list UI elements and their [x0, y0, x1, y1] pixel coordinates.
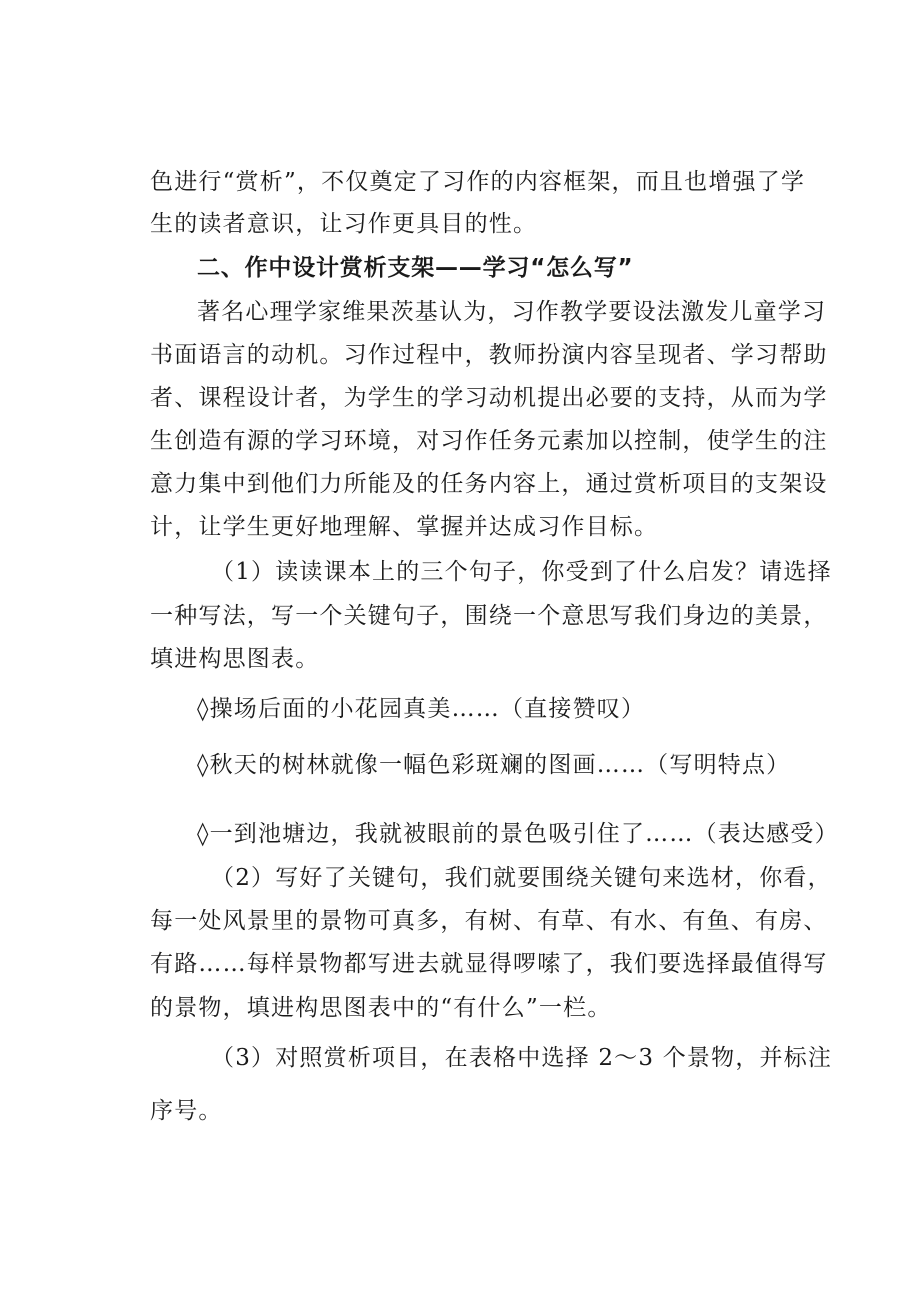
paragraph-line: 每一处风景里的景物可真多，有树、有草、有水、有鱼、有房、	[150, 908, 828, 934]
paragraph-line: 色进行“赏析”，不仅奠定了习作的内容框架，而且也增强了学	[150, 169, 806, 195]
paragraph-line: 生创造有源的学习环境，对习作任务元素加以控制，使学生的注	[150, 428, 828, 454]
paragraph-line: （1）读读课本上的三个句子，你受到了什么启发？请选择	[211, 559, 832, 585]
paragraph-line: 著名心理学家维果茨基认为，习作教学要设法激发儿童学习	[197, 299, 827, 325]
paragraph-line: 一种写法，写一个关键句子，围绕一个意思写我们身边的美景，	[150, 603, 828, 629]
paragraph-line: 的景物，填进构思图表中的“有什么”一栏。	[150, 995, 612, 1021]
section-heading: 二、作中设计赏析支架——学习“怎么写”	[197, 255, 634, 281]
paragraph-line: 序号。	[150, 1098, 223, 1124]
paragraph-line: 有路……每样景物都写进去就显得啰嗦了，我们要选择最值得写	[150, 951, 828, 977]
paragraph-line: 生的读者意识，让习作更具目的性。	[150, 211, 538, 237]
paragraph-line: 者、课程设计者，为学生的学习动机提出必要的支持，从而为学	[150, 385, 828, 411]
example-line: ◊操场后面的小花园真美……（直接赞叹）	[197, 696, 646, 722]
paragraph-line: 意力集中到他们力所能及的任务内容上，通过赏析项目的支架设	[150, 471, 828, 497]
paragraph-line: 计，让学生更好地理解、掌握并达成习作目标。	[150, 514, 659, 540]
example-line: ◊一到池塘边，我就被眼前的景色吸引住了……（表达感受）	[197, 821, 839, 847]
paragraph-line: （3）对照赏析项目，在表格中选择 2～3 个景物，并标注	[211, 1045, 833, 1071]
paragraph-line: 书面语言的动机。习作过程中，教师扮演内容呈现者、学习帮助	[150, 342, 828, 368]
paragraph-line: 填进构思图表。	[150, 646, 320, 672]
paragraph-line: （2）写好了关键句，我们就要围绕关键句来选材，你看，	[211, 865, 832, 891]
example-line: ◊秋天的树林就像一幅色彩斑斓的图画……（写明特点）	[197, 752, 791, 778]
